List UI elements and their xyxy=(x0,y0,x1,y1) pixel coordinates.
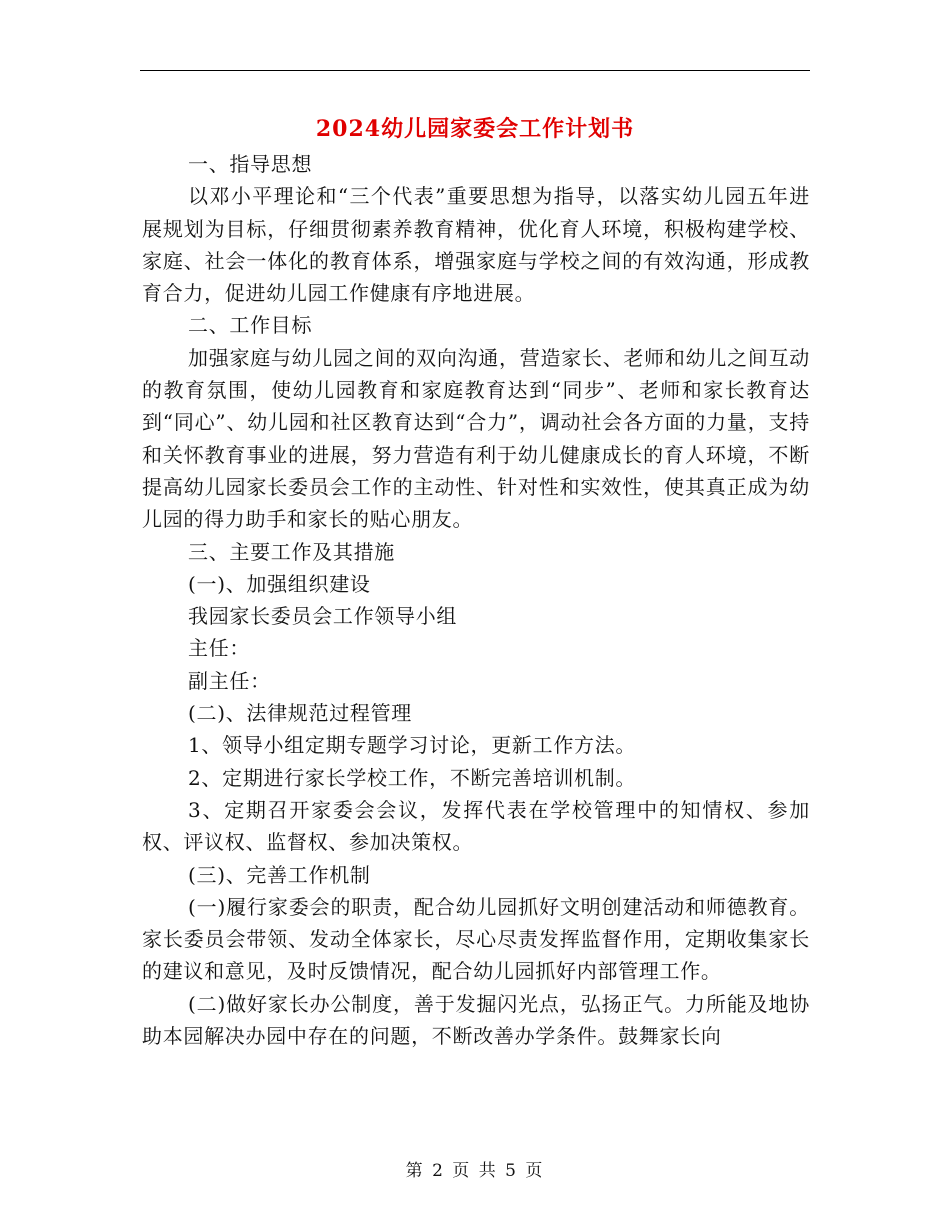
heading-work-goals: 二、工作目标 xyxy=(188,313,313,338)
paragraph-work-goals: 加强家庭与幼儿园之间的双向沟通，营造家长、老师和幼儿之间互动的教育氛围，使幼儿园教育和家庭教育达到“同步”、老师和家长教育达到“同心”、幼儿园和社区教育达到“合力”，调动社会各方面的力量，支持和关怀教育事业的进展，努力营造有利于幼儿健康成长的育人环境，不断提高幼儿园家长委员会工作的主动性、针对性和实效性，使其真正成为幼儿园的得力助手和家长的贴心朋友。 xyxy=(142,345,810,532)
subheading-process-management: (二)、法律规范过程管理 xyxy=(188,701,413,726)
document-body xyxy=(142,148,810,1052)
list-item-2: 2、定期进行家长学校工作，不断完善培训机制。 xyxy=(188,765,637,790)
document-title: 2024幼儿园家委会工作计划书 xyxy=(315,116,635,142)
heading-main-work: 三、主要工作及其措施 xyxy=(188,539,395,564)
field-director: 主任： xyxy=(188,636,251,661)
paragraph-duties: (一)履行家委会的职责，配合幼儿园抓好文明创建活动和师德教育。家长委员会带领、发动全体家长，尽心尽责发挥监督作用，定期收集家长的建议和意见，及时反馈情况，配合幼儿园抓好内部管理工作。 xyxy=(142,894,810,984)
paragraph-guiding-ideology: 以邓小平理论和“三个代表”重要思想为指导，以落实幼儿园五年进展规划为目标，仔细贯彻素养教育精神，优化育人环境，积极构建学校、家庭、社会一体化的教育体系，增强家庭与学校之间的有效沟通，形成教育合力，促进幼儿园工作健康有序地进展。 xyxy=(142,184,810,306)
subheading-work-mechanism: (三)、完善工作机制 xyxy=(188,862,371,887)
field-deputy-director: 副主任： xyxy=(188,668,271,693)
list-item-3: 3、定期召开家委会会议，发挥代表在学校管理中的知情权、参加权、评议权、监督权、参加决策权。 xyxy=(142,797,810,855)
subheading-organization: (一)、加强组织建设 xyxy=(188,571,371,596)
list-item-1: 1、领导小组定期专题学习讨论，更新工作方法。 xyxy=(188,733,637,758)
heading-guiding-ideology: 一、指导思想 xyxy=(188,152,313,176)
header-rule xyxy=(140,70,810,71)
paragraph-office-system: (二)做好家长办公制度，善于发掘闪光点，弘扬正气。力所能及地协助本园解决办园中存在的问题，不断改善办学条件。鼓舞家长向 xyxy=(142,991,810,1049)
page-footer: 第 2 页 共 5 页 xyxy=(405,1161,545,1181)
paragraph-leadership-group: 我园家长委员会工作领导小组 xyxy=(188,604,458,629)
